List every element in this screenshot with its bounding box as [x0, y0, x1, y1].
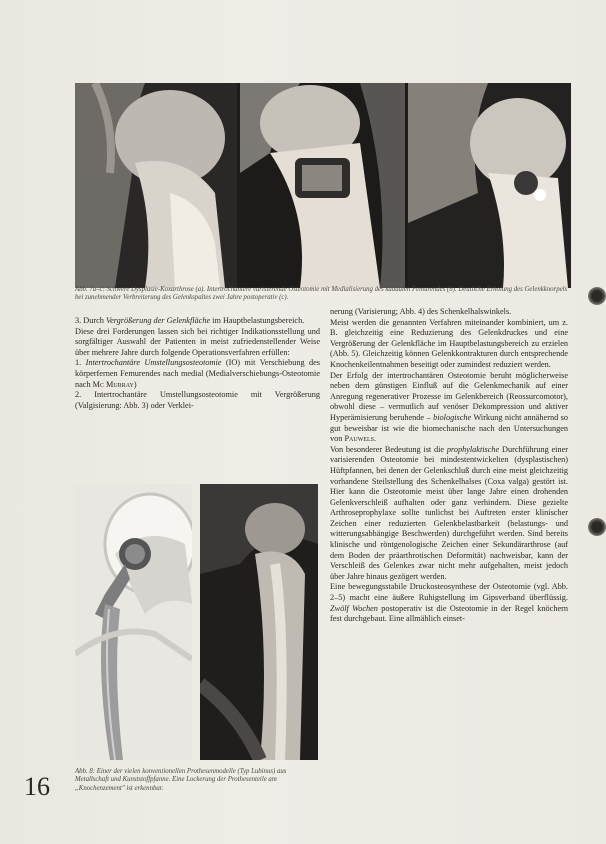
text-span-italic: biologische — [433, 412, 472, 422]
text-span: Eine bewegungsstabile Druckosteosynthese der Osteotomie (vgl. Abb. 2–5) macht eine äußere Ruhigstellung im Gipsverband überflüssig. — [330, 582, 568, 603]
text-column-left — [75, 316, 320, 411]
figure-prosthesis-photo — [75, 484, 192, 760]
text-span: postoperativ ist die Osteotomie in der Regel knöchern fest durchgebaut. Eine allmählich einset- — [330, 603, 568, 624]
left-item-2: 2. Intertrochantäre Umstellungsosteotomie mit Vergrößerung (Valgisierung: Abb. 3) oder Verklei- — [75, 390, 320, 410]
xray-panel-c — [408, 83, 571, 288]
xray-panel-b — [240, 83, 405, 288]
right-paragraph-4 — [330, 445, 568, 583]
binder-hole-top — [588, 287, 606, 305]
right-paragraph-1: nerung (Varisierung; Abb. 4) des Schenkelhalswinkels. — [330, 307, 512, 316]
text-span: 3. Durch — [75, 316, 106, 325]
right-paragraph-5 — [330, 582, 568, 624]
left-item-1 — [75, 358, 320, 390]
figure-top-caption: Abb. 7a–c: Schwere Dysplasie-Koxarthrose (a). Intertrochantere varisierende Osteotomie mit Medialisierung des kaudalen Femurendes (b). Deutliche Erholung des Gelenkknorpels bei zunehmender Verbreiterung des Gelenkspaltes zwei Jahre postoperativ (c). — [75, 286, 568, 302]
left-paragraph-1: Diese drei Forderungen lassen sich bei richtiger Indikationsstellung und sorgfältiger Auswahl der Patienten in meist zufriedenstellender Weise über mehrere Jahre durch folgende Operationsverfahren erfüllen: — [75, 326, 320, 357]
page-number: 16 — [24, 772, 50, 801]
right-paragraph-2: Meist werden die genannten Verfahren miteinander kombiniert, um z. B. gleichzeitig eine Reduzierung des Gelenkdruckes und eine Vergrößerung der Gelenkfläche im Hauptbelastungsbereich zu erzielen (Abb. 5). Gleichzeitig können Gelenkkontrakturen durch entsprechende Knochenkeilentnahmen beseitigt oder zumindest reduziert werden. — [330, 317, 568, 369]
text-span-italic: Intertrochantäre Umstellungsosteotomie — [85, 358, 222, 368]
text-span: (IO) mit Verschiebung des körperfernen Femurendes nach medial (Medialverschiebungs-Osteotomie nach — [75, 358, 321, 389]
text-column-right — [330, 307, 568, 625]
figure-xray-triptych — [75, 83, 571, 288]
text-span: ) — [133, 379, 137, 389]
text-span: . — [374, 434, 377, 444]
text-span: im Hauptbelastungsbereich. — [210, 316, 305, 325]
text-span-italic: Vergrößerung der Gelenkfläche — [105, 316, 211, 325]
text-span-italic: Zwölf Wochen — [330, 603, 378, 613]
text-span: 1. — [75, 358, 86, 368]
xray-panel-a — [75, 83, 237, 288]
text-span: Von besonderer Bedeutung ist die — [330, 444, 447, 454]
left-item-3 — [75, 316, 320, 327]
figure-prosthesis-xray — [200, 484, 318, 760]
text-span: Der Erfolg der intertrochantären Osteotomie beruht möglicherweise neben dem günstigen Einfluß auf die Gelenkmechanik auf einer Anregung regenerativer Prozesse im Gelenkbereich (Reossurcomotor), obwohl diese – vermutlich auf venöser Dekompression und aktiver Hyperämisierung beruhende – — [330, 370, 568, 422]
binder-hole-bottom — [588, 518, 606, 536]
text-span-italic: prophylaktische — [446, 444, 500, 454]
text-span: Wirkung nicht annähernd so gut beweisbar ist wie die biomechanische nach den Untersuchungen von — [330, 412, 568, 444]
right-paragraph-3 — [330, 371, 568, 445]
figure-bottom-caption: Abb. 8: Einer der vielen konventionellen Prothesenmodelle (Typ Lubinus) aus Metallschaft und Kunststoffpfanne. Eine Lockerung der Prothesenteile am „Knochenzement" ist erkennbar. — [75, 768, 287, 792]
text-span: Durchführung einer varisierenden Osteotomie bei mindestentwickelten (dysplastischen) Hüftpfannen, bei denen der Gelenkschluß durch eine meist gleichzeitig vorhandene Steilstellung des Schenkelhalses (Coxa valga) gestört ist. Hier kann die Osteotomie meist über lange Jahre einen drohenden Gelenkverschleiß aufhalten oder ganz verhindern. Diese gezielte Arthroseprophylaxe sollte tunlichst bei Auftreten erster klinischer Zeichen einer reduzierten Gelenkbelastbarkeit (belastungs- und witterungsabhängige Beschwerden) durchgeführt werden. Sind bereits klinische und röntgenologische Zeichen einer Sekundärarthrose (auf dem Boden der präarthrotischen Deformität) nachweisbar, kann der Verschleiß des Gelenkes zwar nicht mehr aufgehalten, meist jedoch über Jahre hinaus gezögert werden. — [330, 444, 568, 581]
author-name: Mc Murray — [92, 379, 134, 389]
author-name: Pauwels — [344, 434, 375, 444]
